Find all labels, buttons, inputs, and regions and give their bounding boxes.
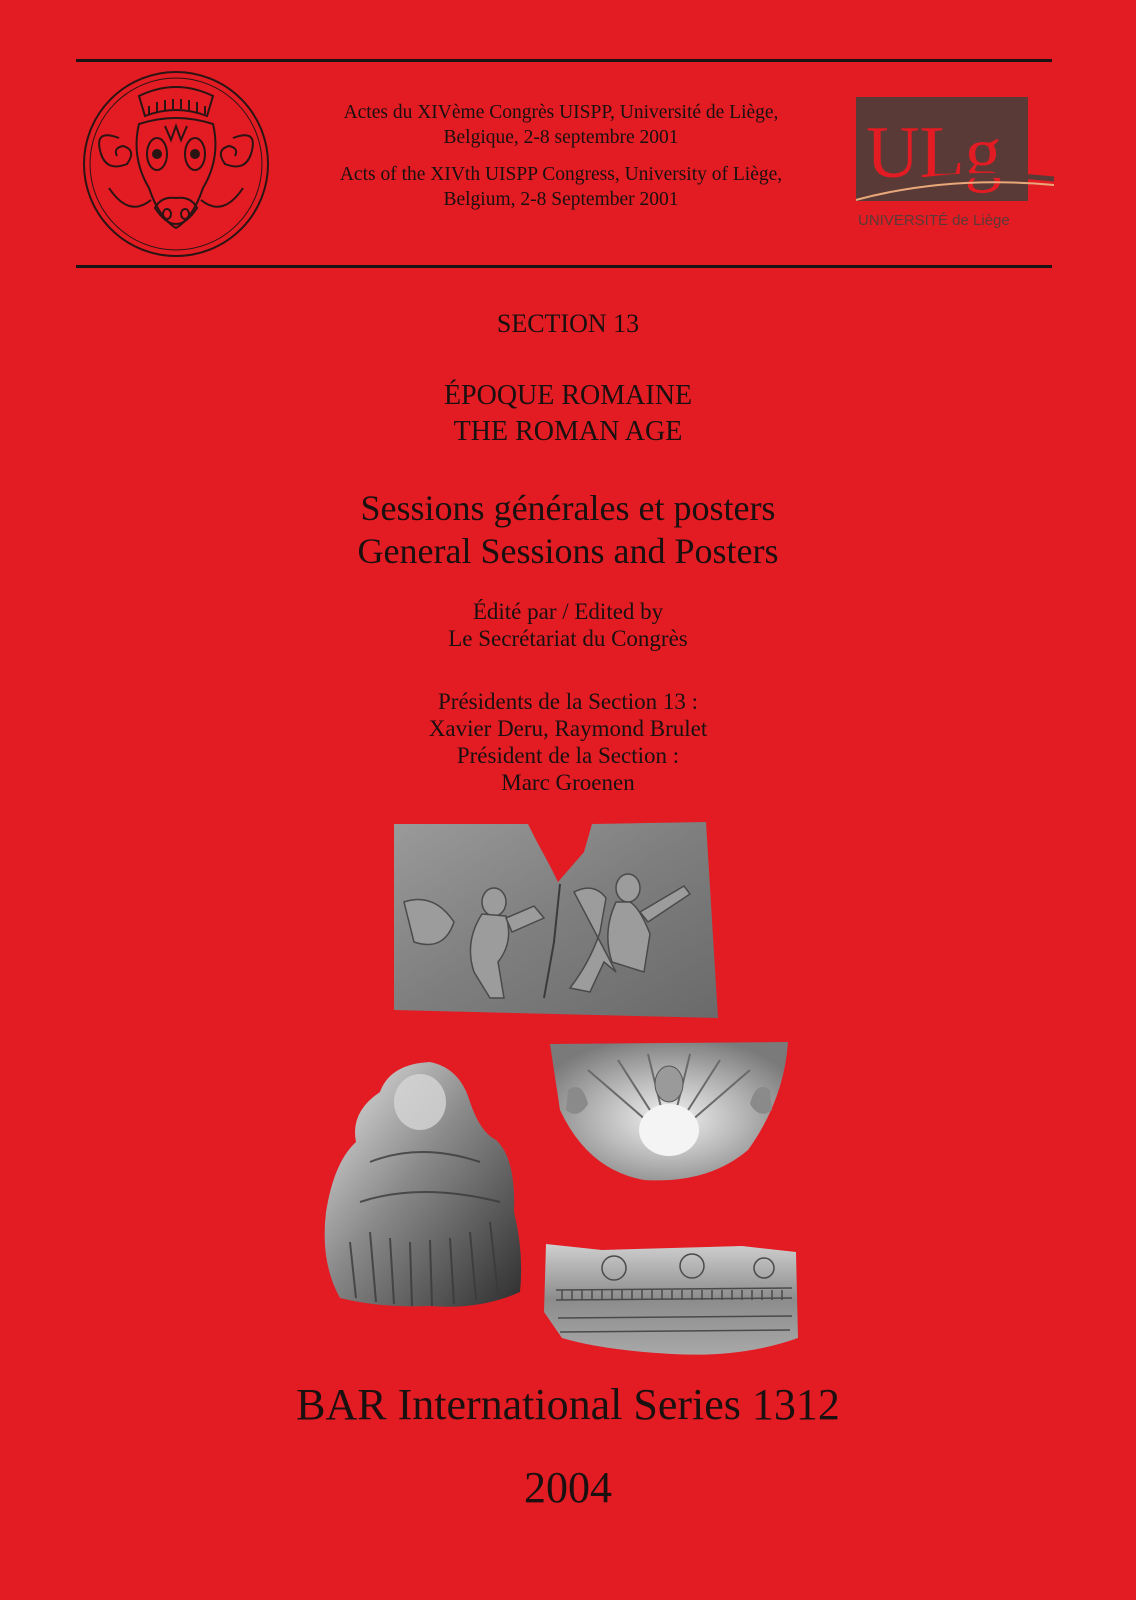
presidents-line4: Marc Groenen <box>501 770 635 795</box>
ulg-logo <box>856 97 1054 232</box>
era-english: THE ROMAN AGE <box>453 416 683 447</box>
edited-by <box>0 598 1136 652</box>
header-french-line2: Belgique, 2-8 septembre 2001 <box>443 127 679 148</box>
sessions-title <box>0 487 1136 573</box>
editor-name: Le Secrétariat du Congrès <box>448 626 688 651</box>
era-french: ÉPOQUE ROMAINE <box>443 380 693 411</box>
presidents-line2: Xavier Deru, Raymond Brulet <box>428 716 708 741</box>
sessions-english: General Sessions and Posters <box>357 531 779 571</box>
shell-niche-relief-image <box>548 1040 790 1184</box>
congress-header <box>288 100 834 212</box>
header-french-line1: Actes du XIVème Congrès UISPP, Université de Liège, <box>343 102 779 123</box>
edited-label: Édité par / Edited by <box>472 599 664 624</box>
seated-statue-image <box>320 1062 534 1310</box>
publication-year: 2004 <box>524 1463 612 1512</box>
section-number: SECTION 13 <box>496 309 640 338</box>
sessions-french: Sessions générales et posters <box>360 488 776 528</box>
ulg-logo-caption: UNIVERSITÉ de Liège <box>858 212 1010 229</box>
relief-fragment-image <box>394 822 718 1020</box>
era-title <box>0 378 1136 450</box>
header-english-line2: Belgium, 2-8 September 2001 <box>443 189 679 210</box>
section-presidents <box>0 688 1136 796</box>
bottom-rule <box>76 265 1052 268</box>
series-title: BAR International Series 1312 <box>296 1380 840 1429</box>
cornice-fragment-image <box>542 1242 800 1360</box>
header-english-line1: Acts of the XIVth UISPP Congress, University of Liège, <box>339 164 783 185</box>
top-rule <box>76 59 1052 62</box>
presidents-line1: Présidents de la Section 13 : <box>438 689 698 714</box>
bull-emblem-icon <box>79 68 273 260</box>
ulg-logo-letters: ULg <box>866 112 1002 194</box>
presidents-line3: Président de la Section : <box>456 743 680 768</box>
